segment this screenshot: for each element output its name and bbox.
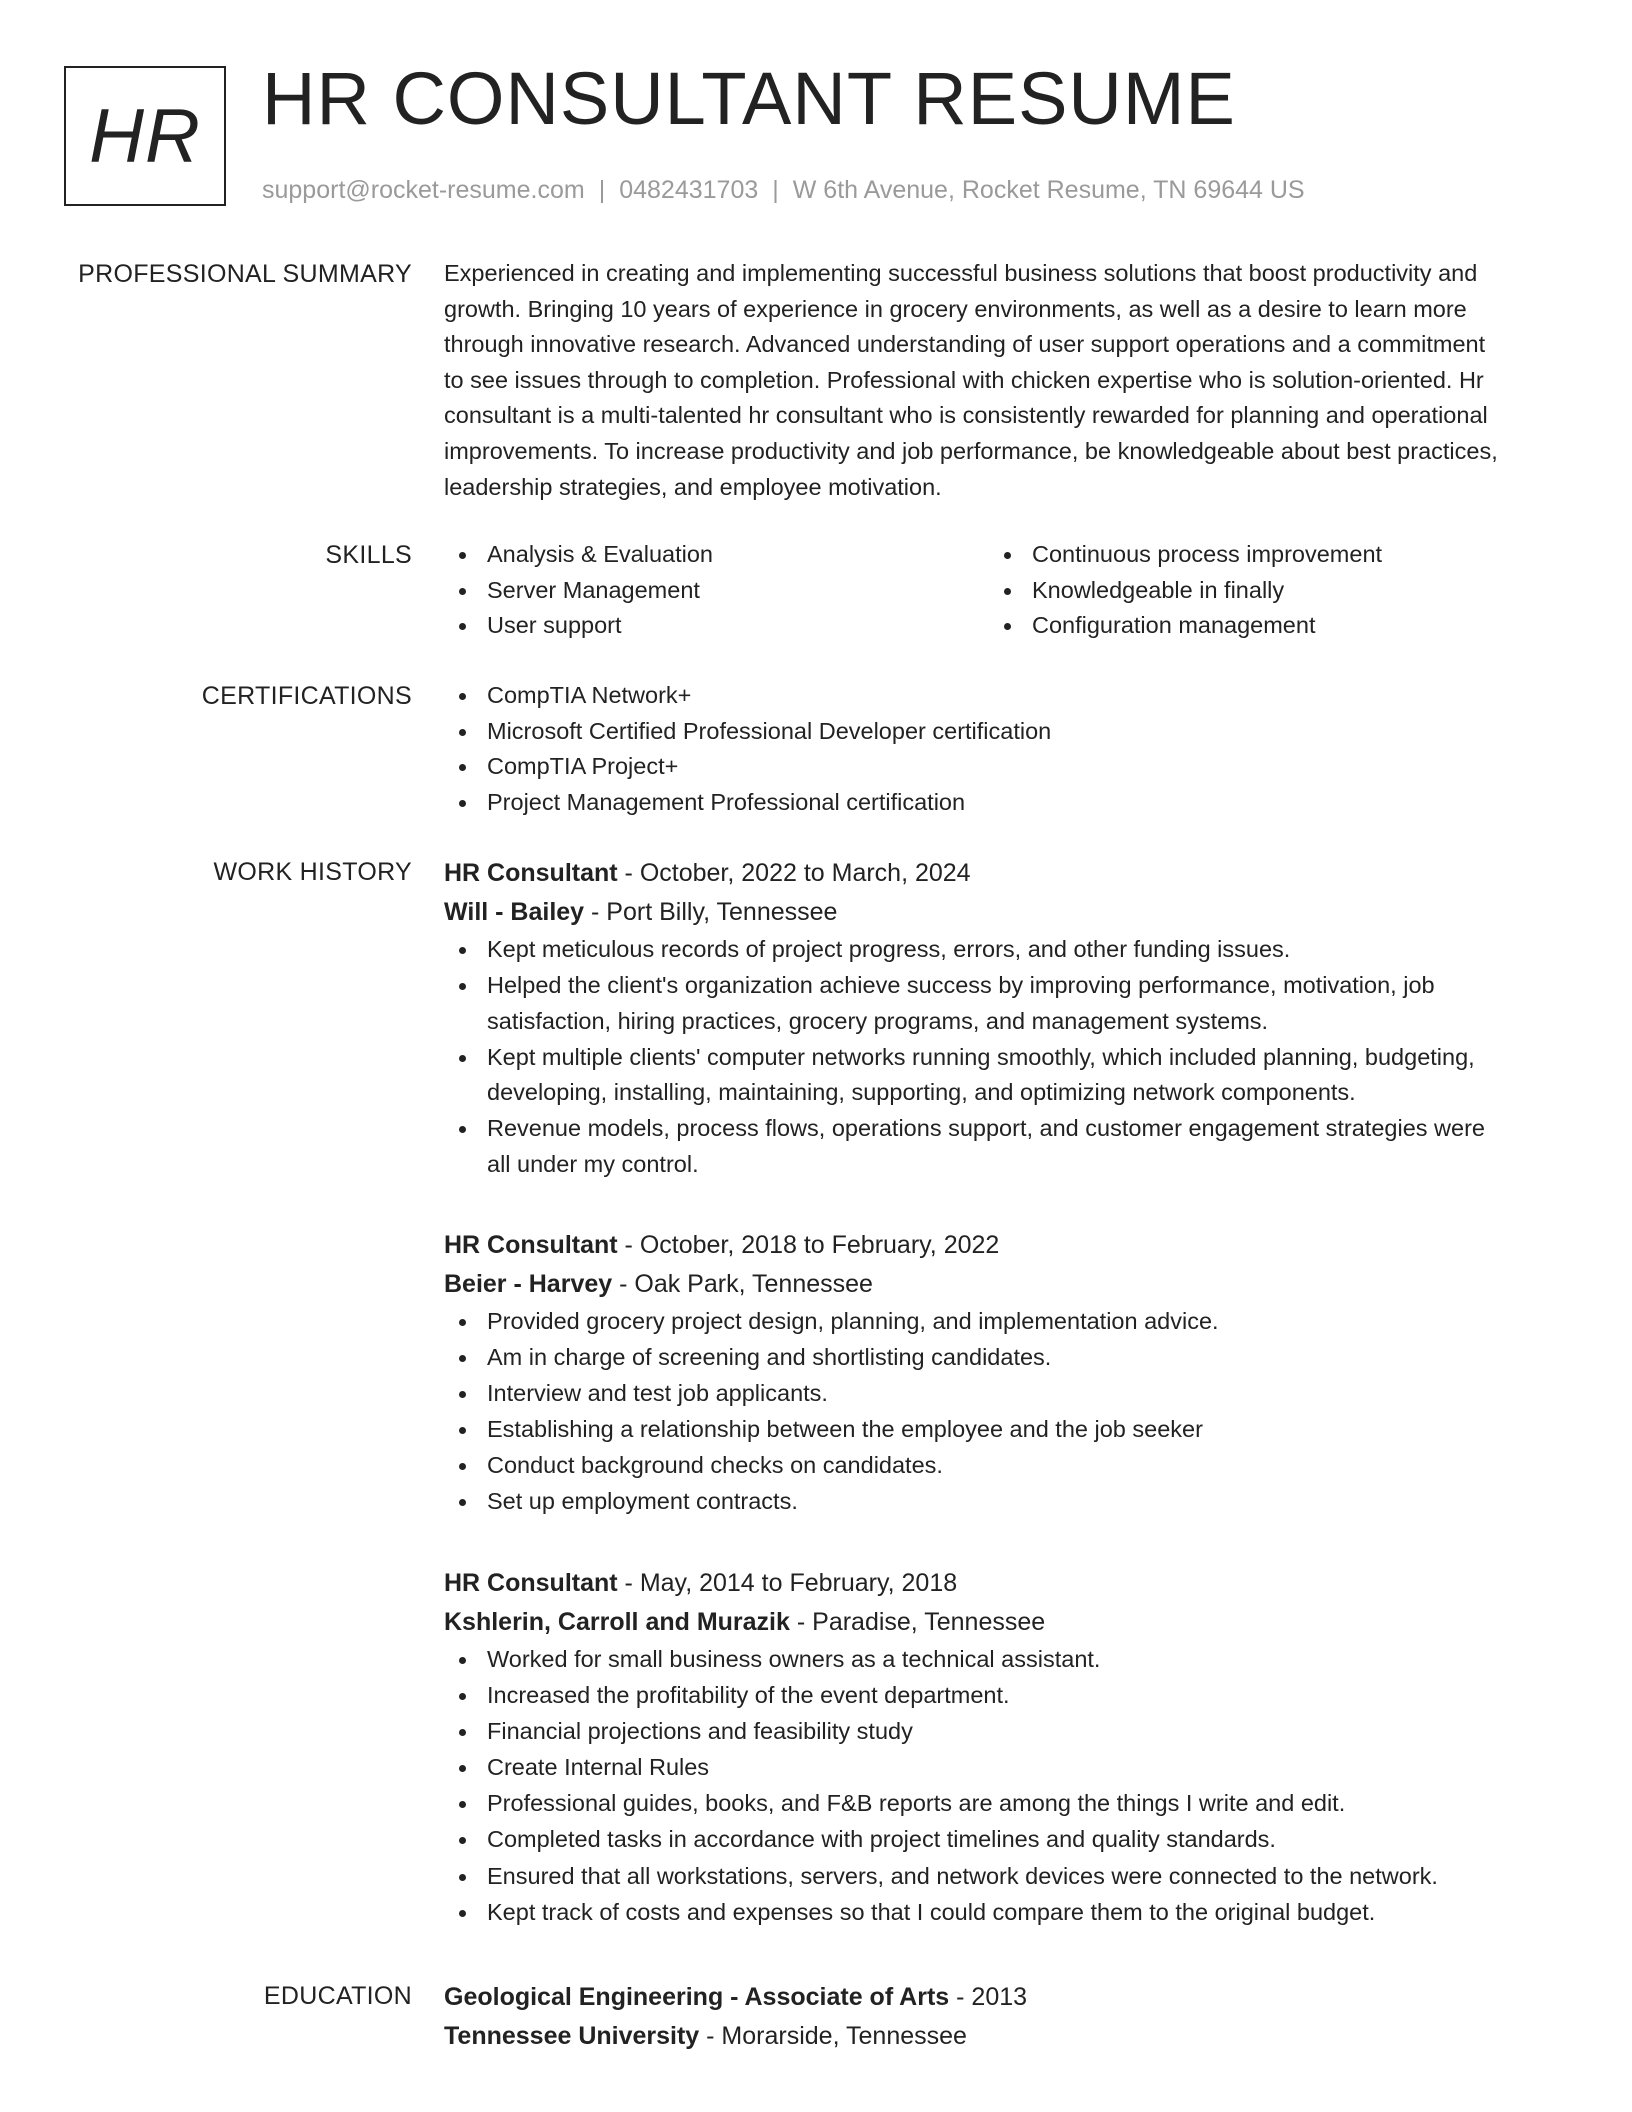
- contact-email: support@rocket-resume.com: [262, 176, 585, 204]
- job-title-line: [444, 1564, 1564, 1603]
- job-duty-item: Am in charge of screening and shortlisting candidates.: [444, 1340, 1564, 1376]
- education-school: Tennessee University: [444, 2022, 700, 2050]
- summary-line: through innovative research. Advanced understanding of user support operations and a commitment: [444, 331, 1486, 358]
- monogram-text: HR: [89, 93, 201, 179]
- job-duties-list: [444, 932, 1564, 1183]
- skills-column-right: [989, 537, 1534, 644]
- job-title-line: [444, 1226, 1564, 1265]
- job-entry: [444, 1564, 1564, 1931]
- job-duty-item: Ensured that all workstations, servers, and network devices were connected to the network.: [444, 1859, 1564, 1895]
- job-location: - Paradise, Tennessee: [789, 1608, 1046, 1636]
- job-company: Will - Bailey: [444, 898, 585, 926]
- job-duty-line: Revenue models, process flows, operations support, and customer engagement strategies were: [487, 1115, 1485, 1142]
- contact-phone: 0482431703: [619, 176, 759, 204]
- job-title: HR Consultant: [444, 859, 618, 887]
- job-duty-item: Completed tasks in accordance with project timelines and quality standards.: [444, 1822, 1564, 1858]
- job-duty-item: Interview and test job applicants.: [444, 1376, 1564, 1412]
- job-duty-item: Set up employment contracts.: [444, 1484, 1564, 1520]
- education-location: - Morarside, Tennessee: [699, 2022, 967, 2050]
- job-duty-item: Establishing a relationship between the employee and the job seeker: [444, 1412, 1564, 1448]
- education-year: - 2013: [949, 1983, 1028, 2011]
- work-history-content: [444, 854, 1564, 1925]
- job-duty-item: [444, 968, 1564, 1039]
- summary-line: Experienced in creating and implementing successful business solutions that boost productivity and: [444, 260, 1478, 286]
- section-label: SKILLS: [325, 541, 412, 569]
- job-location: - Port Billy, Tennessee: [584, 898, 838, 926]
- job-duty-item: [444, 1040, 1564, 1111]
- job-duty-line: Kept multiple clients' computer networks running smoothly, which included planning, budgeting,: [487, 1043, 1475, 1070]
- summary-line: consultant is a multi-talented hr consultant who is consistently rewarded for planning and operational: [444, 402, 1488, 429]
- job-duty-item: Increased the profitability of the event department.: [444, 1678, 1564, 1714]
- job-duty-item: Kept track of costs and expenses so that I could compare them to the original budget.: [444, 1895, 1564, 1931]
- summary-line: to see issues through to completion. Professional with chicken expertise who is solution-oriented. Hr: [444, 366, 1484, 393]
- job-duty-item: Worked for small business owners as a technical assistant.: [444, 1642, 1564, 1678]
- job-dates: - May, 2014 to February, 2018: [617, 1569, 958, 1597]
- job-title: HR Consultant: [444, 1569, 618, 1597]
- certification-item: Project Management Professional certification: [444, 785, 1564, 821]
- job-dates: - October, 2022 to March, 2024: [617, 859, 971, 887]
- skill-item: Knowledgeable in finally: [989, 573, 1534, 609]
- summary-line: improvements. To increase productivity and job performance, be knowledgeable about best practices,: [444, 437, 1498, 464]
- summary-line: leadership strategies, and employee motivation.: [444, 473, 942, 500]
- job-location: - Oak Park, Tennessee: [612, 1270, 873, 1298]
- section-label: EDUCATION: [263, 1982, 412, 2010]
- job-company-line: [444, 1265, 1564, 1304]
- contact-separator: |: [598, 176, 606, 204]
- education-degree: Geological Engineering - Associate of Arts: [444, 1983, 950, 2011]
- certifications-content: [444, 678, 1564, 820]
- contact-separator: |: [772, 176, 779, 204]
- certification-item: Microsoft Certified Professional Developer certification: [444, 714, 1564, 750]
- education-school-line: [444, 2017, 1564, 2056]
- monogram-box: [64, 66, 226, 206]
- job-title: HR Consultant: [444, 1231, 618, 1259]
- job-duty-item: Provided grocery project design, planning, and implementation advice.: [444, 1304, 1564, 1340]
- job-duty-item: [444, 1111, 1564, 1182]
- contact-address: W 6th Avenue, Rocket Resume, TN 69644 US: [792, 176, 1305, 204]
- contact-line: [262, 172, 1305, 208]
- skill-item: User support: [444, 608, 989, 644]
- job-company-line: [444, 893, 1564, 932]
- certification-item: CompTIA Project+: [444, 749, 1564, 785]
- job-duties-list: [444, 1642, 1564, 1930]
- skill-item: Server Management: [444, 573, 989, 609]
- job-company-line: [444, 1603, 1564, 1642]
- job-duty-item: Financial projections and feasibility study: [444, 1714, 1564, 1750]
- skill-item: Analysis & Evaluation: [444, 537, 989, 573]
- job-duty-item: Professional guides, books, and F&B reports are among the things I write and edit.: [444, 1786, 1564, 1822]
- certification-item: CompTIA Network+: [444, 678, 1564, 714]
- job-company: Kshlerin, Carroll and Murazik: [444, 1608, 790, 1636]
- education-content: [444, 1978, 1564, 2056]
- skills-column-left: [444, 537, 989, 644]
- job-duty-line: developing, installing, maintaining, supporting, and optimizing network components.: [487, 1079, 1356, 1106]
- skill-item: Configuration management: [989, 608, 1534, 644]
- job-duty-item: Create Internal Rules: [444, 1750, 1564, 1786]
- certifications-list: [444, 678, 1564, 820]
- job-duty-item: Kept meticulous records of project progress, errors, and other funding issues.: [444, 932, 1564, 968]
- job-duty-line: all under my control.: [487, 1151, 699, 1178]
- skills-content: [444, 537, 1564, 644]
- summary-content: [444, 256, 1564, 505]
- summary-line: growth. Bringing 10 years of experience in grocery environments, as well as a desire to learn more: [444, 295, 1467, 322]
- job-duties-list: [444, 1304, 1564, 1520]
- skill-item: Continuous process improvement: [989, 537, 1534, 573]
- job-company: Beier - Harvey: [444, 1270, 613, 1298]
- job-duty-line: Helped the client's organization achieve success by improving performance, motivation, job: [487, 972, 1435, 999]
- section-label: CERTIFICATIONS: [201, 682, 412, 710]
- job-duty-item: Conduct background checks on candidates.: [444, 1448, 1564, 1484]
- job-entry: [444, 854, 1564, 1183]
- job-duty-line: satisfaction, hiring practices, grocery programs, and management systems.: [487, 1007, 1269, 1034]
- education-degree-line: [444, 1978, 1564, 2017]
- section-label: PROFESSIONAL SUMMARY: [78, 260, 412, 288]
- summary-paragraph: [444, 256, 1564, 505]
- resume-title: HR CONSULTANT RESUME: [262, 57, 1236, 140]
- job-title-line: [444, 854, 1564, 893]
- job-entry: [444, 1226, 1564, 1521]
- section-label: WORK HISTORY: [213, 858, 412, 886]
- job-dates: - October, 2018 to February, 2022: [617, 1231, 1000, 1259]
